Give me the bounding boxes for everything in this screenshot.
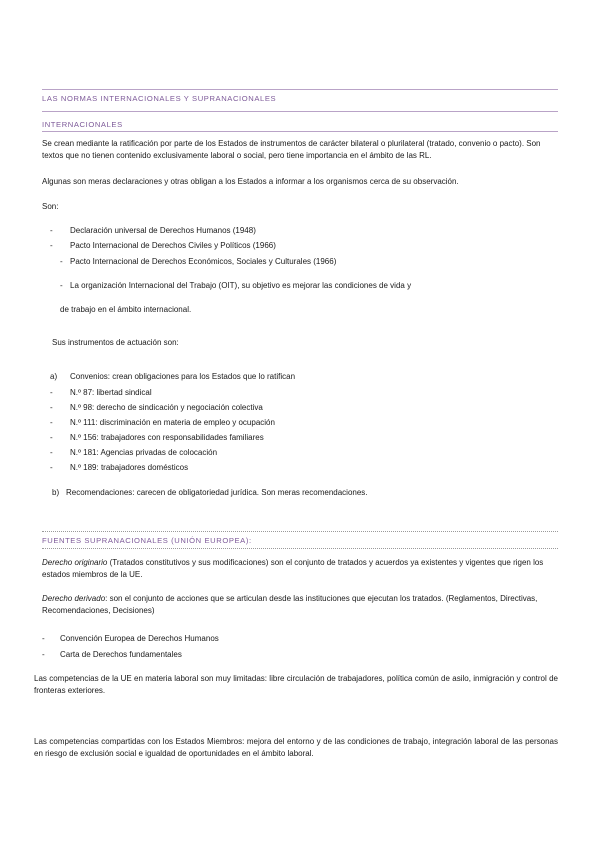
derecho-derivado-paragraph <box>42 593 558 617</box>
convenios-item: Convenios: crean obligaciones para los Estados que lo ratifican <box>70 372 296 381</box>
list-bullet: - <box>50 463 53 472</box>
convenio-item: N.º 111: discriminación en materia de empleo y ocupación <box>70 418 275 427</box>
page-title: LAS NORMAS INTERNACIONALES Y SUPRANACIONALES <box>42 94 277 103</box>
title-rule <box>42 111 558 112</box>
section-heading-supranacionales: FUENTES SUPRANACIONALES (UNIÓN EUROPEA): <box>42 536 252 545</box>
list-bullet: - <box>42 650 45 659</box>
list-bullet: - <box>42 634 45 643</box>
list-bullet: - <box>60 257 63 266</box>
derecho-originario-text: (Tratados constitutivos y sus modificaciones) son el conjunto de tratados y acuerdos ya existentes y vigentes que rigen los estados miembros de la UE. <box>42 558 544 579</box>
list-bullet: - <box>50 403 53 412</box>
supranacional-item: Carta de Derechos fundamentales <box>60 650 182 659</box>
term-derecho-originario: Derecho originario <box>42 558 108 567</box>
top-rule <box>42 89 558 90</box>
list-marker: a) <box>50 372 58 381</box>
list-item-continuation: de trabajo en el ámbito internacional. <box>60 305 192 314</box>
recomendaciones-item: Recomendaciones: carecen de obligatoriedad jurídica. Son meras recomendaciones. <box>66 488 368 497</box>
list-bullet: - <box>50 241 53 250</box>
list-bullet: - <box>50 226 53 235</box>
section-divider <box>42 548 558 549</box>
convenio-item: N.º 87: libertad sindical <box>70 388 152 397</box>
section-heading-internacionales: INTERNACIONALES <box>42 120 123 129</box>
list-bullet: - <box>50 433 53 442</box>
list-item: La organización Internacional del Trabajo (OIT), su objetivo es mejorar las condiciones de vida y <box>70 281 412 290</box>
list-bullet: - <box>50 418 53 427</box>
son-label: Son: <box>42 202 59 211</box>
convenio-item: N.º 189: trabajadores domésticos <box>70 463 189 472</box>
list-item: Pacto Internacional de Derechos Civiles y Políticos (1966) <box>70 241 276 250</box>
section-rule <box>42 131 558 132</box>
list-item: Pacto Internacional de Derechos Económicos, Sociales y Culturales (1966) <box>70 257 337 266</box>
convenio-item: N.º 98: derecho de sindicación y negociación colectiva <box>70 403 263 412</box>
term-derecho-derivado: Derecho derivado <box>42 594 106 603</box>
derecho-originario-paragraph <box>42 557 558 581</box>
list-item: Declaración universal de Derechos Humanos (1948) <box>70 226 256 235</box>
convenio-item: N.º 156: trabajadores con responsabilidades familiares <box>70 433 264 442</box>
intro-paragraph: Se crean mediante la ratificación por parte de los Estados de instrumentos de carácter bilateral o plurilateral (tratado, convenio o pacto). Son textos que no tienen contenido exclusivamente laboral o social, pero tiene importancia en el ámbito de las RL. <box>42 139 541 160</box>
convenio-item: N.º 181: Agencias privadas de colocación <box>70 448 218 457</box>
list-marker: b) <box>52 488 60 497</box>
paragraph-declaraciones: Algunas son meras declaraciones y otras obligan a los Estados a informar a los organismos cerca de su observación. <box>42 177 459 186</box>
section-divider <box>42 531 558 532</box>
list-bullet: - <box>50 388 53 397</box>
list-bullet: - <box>60 281 63 290</box>
competencias-compartidas-paragraph: Las competencias compartidas con los Estados Miembros: mejora del entorno y de las condiciones de trabajo, integración laboral de las personas en riesgo de exclusión social e igualdad de oportunidades en el ámbito laboral. <box>34 737 558 758</box>
competencias-paragraph: Las competencias de la UE en materia laboral son muy limitadas: libre circulación de trabajadores, política común de asilo, inmigración y control de fronteras exteriores. <box>34 674 558 695</box>
derecho-derivado-text: : son el conjunto de acciones que se articulan desde las instituciones que ejecutan los tratados. (Reglamentos, Directivas, Recomendaciones, Decisiones) <box>42 594 538 615</box>
instrumentos-label: Sus instrumentos de actuación son: <box>52 338 179 347</box>
list-bullet: - <box>50 448 53 457</box>
supranacional-item: Convención Europea de Derechos Humanos <box>60 634 219 643</box>
